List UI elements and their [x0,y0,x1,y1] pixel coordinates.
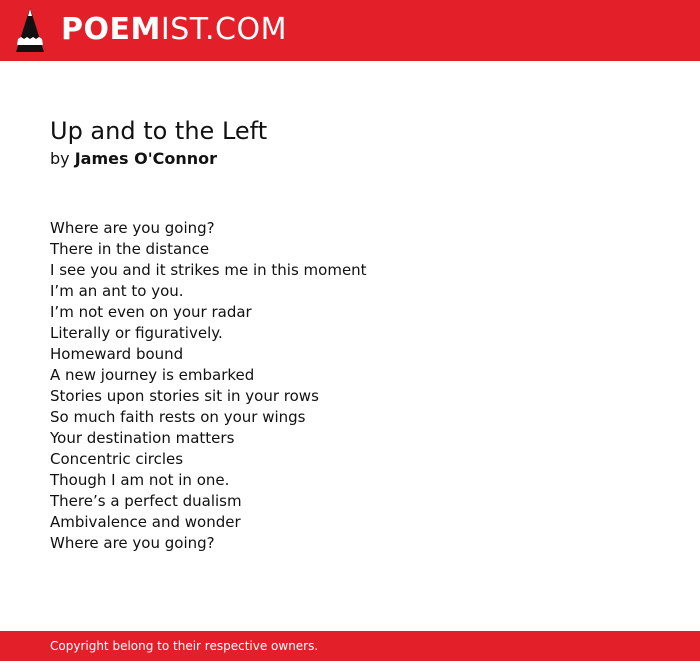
site-logo-text [61,8,287,52]
poem-line: Stories upon stories sit in your rows [50,387,319,405]
poem-byline [50,148,217,170]
poem-line: Literally or figuratively. [50,324,223,342]
poem-line: So much faith rests on your wings [50,408,306,426]
poem-title: Up and to the Left [50,117,268,145]
poem-line: I see you and it strikes me in this moment [50,261,367,279]
site-logo-link[interactable] [16,8,287,52]
poem-line: Ambivalence and wonder [50,513,241,531]
by-label: by [50,149,70,168]
poem-line: I’m an ant to you. [50,282,184,300]
poem-line: Though I am not in one. [50,471,230,489]
copyright-text: Copyright belong to their respective owners. [50,639,319,653]
site-header [0,0,700,61]
logo-bold-text: POEM [61,12,161,47]
logo-light-text: IST.COM [160,12,287,47]
poem-line: There’s a perfect dualism [50,492,242,510]
poem-line: Where are you going? [50,219,215,237]
poem-line: There in the distance [50,240,210,258]
poem-line: I’m not even on your radar [50,303,252,321]
poem-line: Concentric circles [50,450,184,468]
poem-line: Where are you going? [50,534,215,552]
site-footer [0,631,700,661]
poem-line: Homeward bound [50,345,184,363]
poem-line: A new journey is embarked [50,366,255,384]
poem-body [50,218,367,554]
poem-author: James O'Connor [74,149,217,168]
poem-line: Your destination matters [50,429,235,447]
pencil-tip-icon [16,8,44,52]
